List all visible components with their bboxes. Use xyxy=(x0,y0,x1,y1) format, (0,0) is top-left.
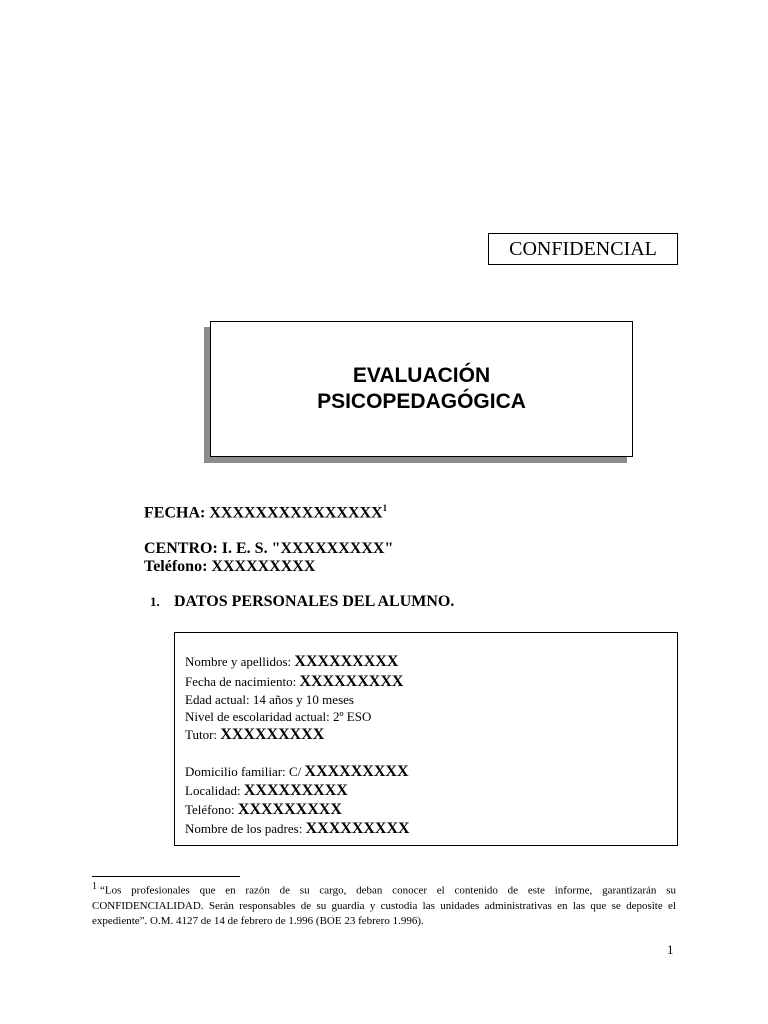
footnote-ref: 1 xyxy=(382,503,388,513)
data-row xyxy=(185,763,409,781)
data-label: Domicilio familiar: C/ xyxy=(185,764,305,779)
section-number: 1. xyxy=(150,594,160,609)
data-label: Tutor: xyxy=(185,727,221,742)
data-row xyxy=(185,673,403,691)
data-label: Edad actual: 14 años y 10 meses xyxy=(185,692,354,707)
section-title: DATOS PERSONALES DEL ALUMNO. xyxy=(174,593,455,610)
data-value: XXXXXXXXX xyxy=(299,673,404,690)
data-value: XXXXXXXXX xyxy=(304,763,409,780)
data-row xyxy=(185,726,324,744)
confidential-label: CONFIDENCIAL xyxy=(488,233,678,265)
page-number: 1 xyxy=(667,942,674,957)
data-value: XXXXXXXXX xyxy=(243,782,348,799)
data-value: XXXXXXXXX xyxy=(220,726,325,743)
data-row xyxy=(185,820,410,838)
data-label: Teléfono: xyxy=(185,802,238,817)
personal-data-box xyxy=(174,632,678,846)
footnote-number: 1 xyxy=(92,881,97,892)
title-line-1: EVALUACIÓN xyxy=(352,364,491,387)
data-row xyxy=(185,782,348,800)
data-row xyxy=(185,708,371,726)
fecha-text: FECHA: XXXXXXXXXXXXXXX xyxy=(144,504,383,522)
data-row xyxy=(185,653,398,671)
data-row xyxy=(185,691,354,709)
data-label: Nombre de los padres: xyxy=(185,821,306,836)
footnote-separator xyxy=(92,876,240,877)
footnote-text: “Los profesionales que en razón de su cargo, deban conocer el contenido de este informe, garantizarán su CONFIDENCIALIDAD. Serán responsables de su guardia y custodia las unidades administrativas en las que se deposite el expediente”. O.M. 4127 de 14 de febrero de 1.996 (BOE 23 febrero 1.996). xyxy=(92,884,676,927)
telefono-line: Teléfono: XXXXXXXXX xyxy=(144,558,316,575)
data-label: Localidad: xyxy=(185,783,244,798)
title-line-2: PSICOPEDAGÓGICA xyxy=(317,390,526,413)
data-label: Fecha de nacimiento: xyxy=(185,674,300,689)
centro-line: CENTRO: I. E. S. "XXXXXXXXX" xyxy=(144,540,394,557)
data-value: XXXXXXXXX xyxy=(237,801,342,818)
footnote xyxy=(92,879,676,929)
data-value: XXXXXXXXX xyxy=(294,653,399,670)
title-box xyxy=(210,321,633,457)
data-row xyxy=(185,801,342,819)
data-value: XXXXXXXXX xyxy=(305,820,410,837)
fecha-line xyxy=(144,498,387,523)
data-label: Nivel de escolaridad actual: 2º ESO xyxy=(185,709,372,724)
data-label: Nombre y apellidos: xyxy=(185,654,295,669)
section-1-heading xyxy=(150,592,454,612)
